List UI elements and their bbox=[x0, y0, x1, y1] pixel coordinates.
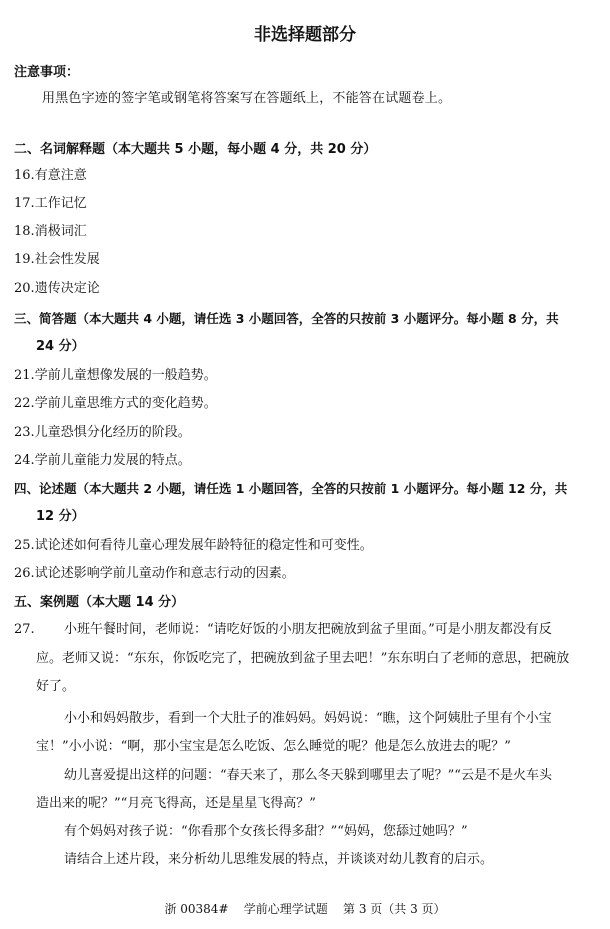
list-item: 16.有意注意 bbox=[14, 168, 87, 183]
case-text: 宝！”小小说：“啊，那小宝宝是怎么吃饭、怎么睡觉的呢？他是怎么放进去的呢？” bbox=[36, 739, 511, 754]
sec3-heading-line1: 三、简答题（本大题共 4 小题，请任选 3 小题回答，全答的只按前 3 小题评分。每小题 8 分，共 bbox=[14, 311, 559, 326]
list-item: 19.社会性发展 bbox=[14, 252, 100, 267]
notice-text: 用黑色字迹的签字笔或钢笔将答案写在答题纸上，不能答在试题卷上。 bbox=[42, 91, 452, 106]
case-text: 有个妈妈对孩子说：“你看那个女孩长得多甜？”“妈妈，您舔过她吗？” bbox=[64, 824, 468, 839]
sec5-heading: 五、案例题（本大题 14 分） bbox=[14, 595, 185, 610]
list-item: 20.遗传决定论 bbox=[14, 281, 100, 296]
list-item: 22.学前儿童思维方式的变化趋势。 bbox=[14, 396, 217, 411]
page-title: 非选择题部分 bbox=[254, 25, 356, 45]
sec4-heading-line2: 12 分） bbox=[36, 509, 85, 524]
list-item: 21.学前儿童想像发展的一般趋势。 bbox=[14, 368, 217, 383]
list-item: 23.儿童恐惧分化经历的阶段。 bbox=[14, 425, 191, 440]
page-footer: 浙 00384# 学前心理学试题 第 3 页（共 3 页） bbox=[164, 902, 446, 916]
list-item: 18.消极词汇 bbox=[14, 224, 87, 239]
case-text: 应。老师又说：“东东，你饭吃完了，把碗放到盆子里去吧！”东东明白了老师的意思，把碗放 bbox=[36, 651, 570, 666]
list-item: 24.学前儿童能力发展的特点。 bbox=[14, 453, 191, 468]
sec2-heading: 二、名词解释题（本大题共 5 小题，每小题 4 分，共 20 分） bbox=[14, 142, 377, 157]
case-prompt: 请结合上述片段，来分析幼儿思维发展的特点，并谈谈对幼儿教育的启示。 bbox=[64, 852, 494, 867]
list-item: 26.试论述影响学前儿童动作和意志行动的因素。 bbox=[14, 566, 295, 581]
question-number: 27. bbox=[14, 622, 35, 637]
case-text: 小班午餐时间，老师说：“请吃好饭的小朋友把碗放到盆子里面。”可是小朋友都没有反 bbox=[64, 622, 552, 637]
sec3-heading-line2: 24 分） bbox=[36, 339, 85, 354]
list-item: 17.工作记忆 bbox=[14, 196, 87, 211]
list-item: 25.试论述如何看待儿童心理发展年龄特征的稳定性和可变性。 bbox=[14, 538, 373, 553]
notice-heading: 注意事项： bbox=[14, 65, 80, 80]
case-text: 好了。 bbox=[36, 679, 76, 694]
case-text: 造出来的呢？”“月亮飞得高，还是星星飞得高？” bbox=[36, 796, 316, 811]
sec4-heading-line1: 四、论述题（本大题共 2 小题，请任选 1 小题回答，全答的只按前 1 小题评分。每小题 12 分，共 bbox=[14, 481, 568, 496]
case-text: 幼儿喜爱提出这样的问题：“春天来了，那么冬天躲到哪里去了呢？”“云是不是火车头 bbox=[64, 768, 552, 783]
case-text: 小小和妈妈散步，看到一个大肚子的准妈妈。妈妈说：“瞧，这个阿姨肚子里有个小宝 bbox=[64, 711, 552, 726]
